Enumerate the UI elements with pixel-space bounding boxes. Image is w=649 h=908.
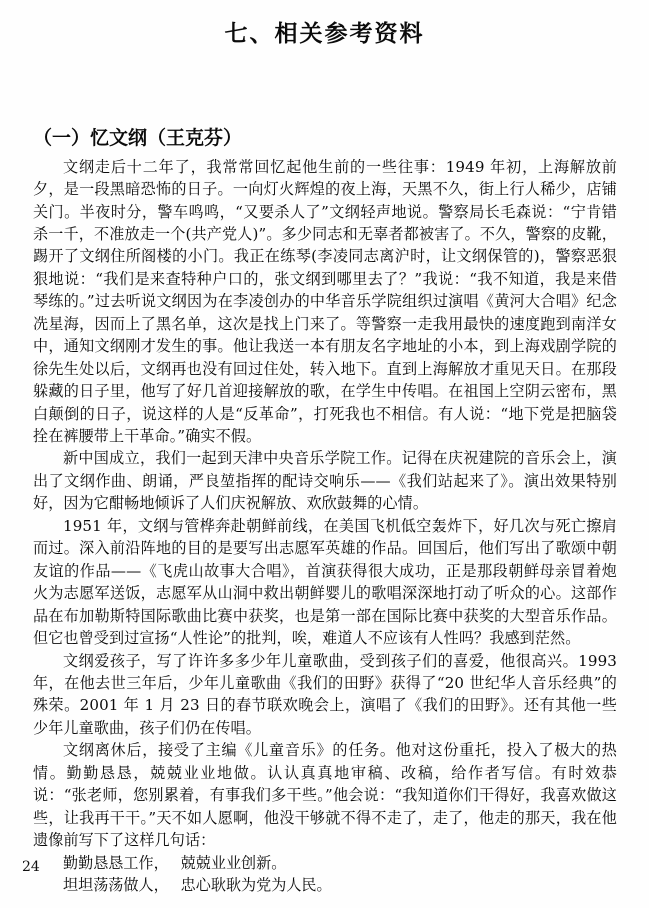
- paragraph: 文纲离休后，接受了主编《儿童音乐》的任务。他对这份重托，投入了极大的热情。勤勤恳恳，兢兢业业地做。认认真真地审稿、改稿，给作者写信。有时效恭说：“张老师，您别累着，有事我们多干些。”他会说：“我知道你们干得好，我喜欢做这些，让我再干干。”天不如人愿啊，他没干够就不得不走了，走了，他走的那天，我在他遗像前写下了这样几句话：: [33, 741, 617, 850]
- couplet-first-half: 坦坦荡荡做人，: [63, 876, 169, 895]
- page-title: 七、相关参考资料: [224, 20, 425, 47]
- couplet-line: [33, 852, 617, 874]
- couplet-line: [33, 874, 617, 896]
- paragraph: 文纲走后十二年了，我常常回忆起他生前的一些往事：1949 年初，上海解放前夕，是一段黑暗恐怖的日子。一向灯火辉煌的夜上海，天黑不久，街上行人稀少，店铺关门。半夜时分，警车鸣鸣，“又要杀人了”文纲轻声地说。警察局长毛森说：“宁肯错杀一千，不准放走一个(共产党人)”。多少同志和无辜者都被害了。不久，警察的皮靴，踢开了文纲住所阁楼的小门。我正在练琴(李凌同志离沪时，让文纲保管的)，警察恶狠狠地说：“我们是来查特种户口的，张文纲到哪里去了？”我说：“我不知道，我是来借琴练的。”过去听说文纲因为在李凌创办的中华音乐学院组织过演唱《黄河大合唱》纪念冼星海，因而上了黑名单，这次是找上门来了。等警察一走我用最快的速度跑到南洋女中，通知文纲刚才发生的事。他让我送一本有朋友名字地址的小本，到上海戏剧学院的徐先生处以后，文纲再也没有回过住处，转入地下。直到上海解放才重见天日。在那段躲藏的日子里，他写了好几首迎接解放的歌，在学生中传唱。在祖国上空阴云密布，黑白颠倒的日子，说这样的人是“反革命”，打死我也不相信。有人说：“地下党是把脑袋拴在裤腰带上干革命。”确实不假。: [33, 157, 617, 446]
- couplet-second-half: 兢兢业业创新。: [180, 853, 287, 872]
- paragraph: 文纲爱孩子，写了许许多多少年儿童歌曲，受到孩子们的喜爱，他很高兴。1993 年，在他去世三年后，少年儿童歌曲《我们的田野》获得了“20 世纪华人音乐经典”的殊荣。2001 年 1 月 23 日的春节联欢晚会上，演唱了《我们的田野》。还有其他一些少年儿童歌曲，孩子们仍在传唱。: [33, 651, 617, 737]
- paragraph: 1951 年，文纲与管桦奔赴朝鲜前线，在美国飞机低空轰炸下，好几次与死亡擦肩而过。深入前沿阵地的目的是要写出志愿军英雄的作品。回国后，他们写出了歌颂中朝友谊的作品——《飞虎山故事大合唱》，首演获得很大成功，正是那段朝鲜母亲冒着炮火为志愿军送饭，志愿军从山洞中救出朝鲜婴儿的歌唱深深地打动了听众的心。这部作品在布加勒斯特国际歌曲比赛中获奖，也是第一部在国际比赛中获奖的大型音乐作品。但它也曾受到过宣扬“人性论”的批判，唉，难道人不应该有人性吗？我感到茫然。: [33, 516, 617, 648]
- body-text-area: [33, 156, 617, 897]
- page-number: 24: [22, 859, 40, 875]
- document-body: [0, 103, 649, 897]
- couplet-first-half: 勤勤恳恳工作，: [63, 853, 169, 872]
- couplet-second-half: 忠心耿耿为党为人民。: [180, 876, 332, 895]
- section-heading: （一）忆文纲（王克芬）: [33, 127, 243, 149]
- paragraph: 新中国成立，我们一起到天津中央音乐学院工作。记得在庆祝建院的音乐会上，演出了文纲作曲、朗诵，严良堃指挥的配诗交响乐——《我们站起来了》。演出效果特别好，因为它酣畅地倾诉了人们庆祝解放、欢欣鼓舞的心情。: [33, 449, 617, 513]
